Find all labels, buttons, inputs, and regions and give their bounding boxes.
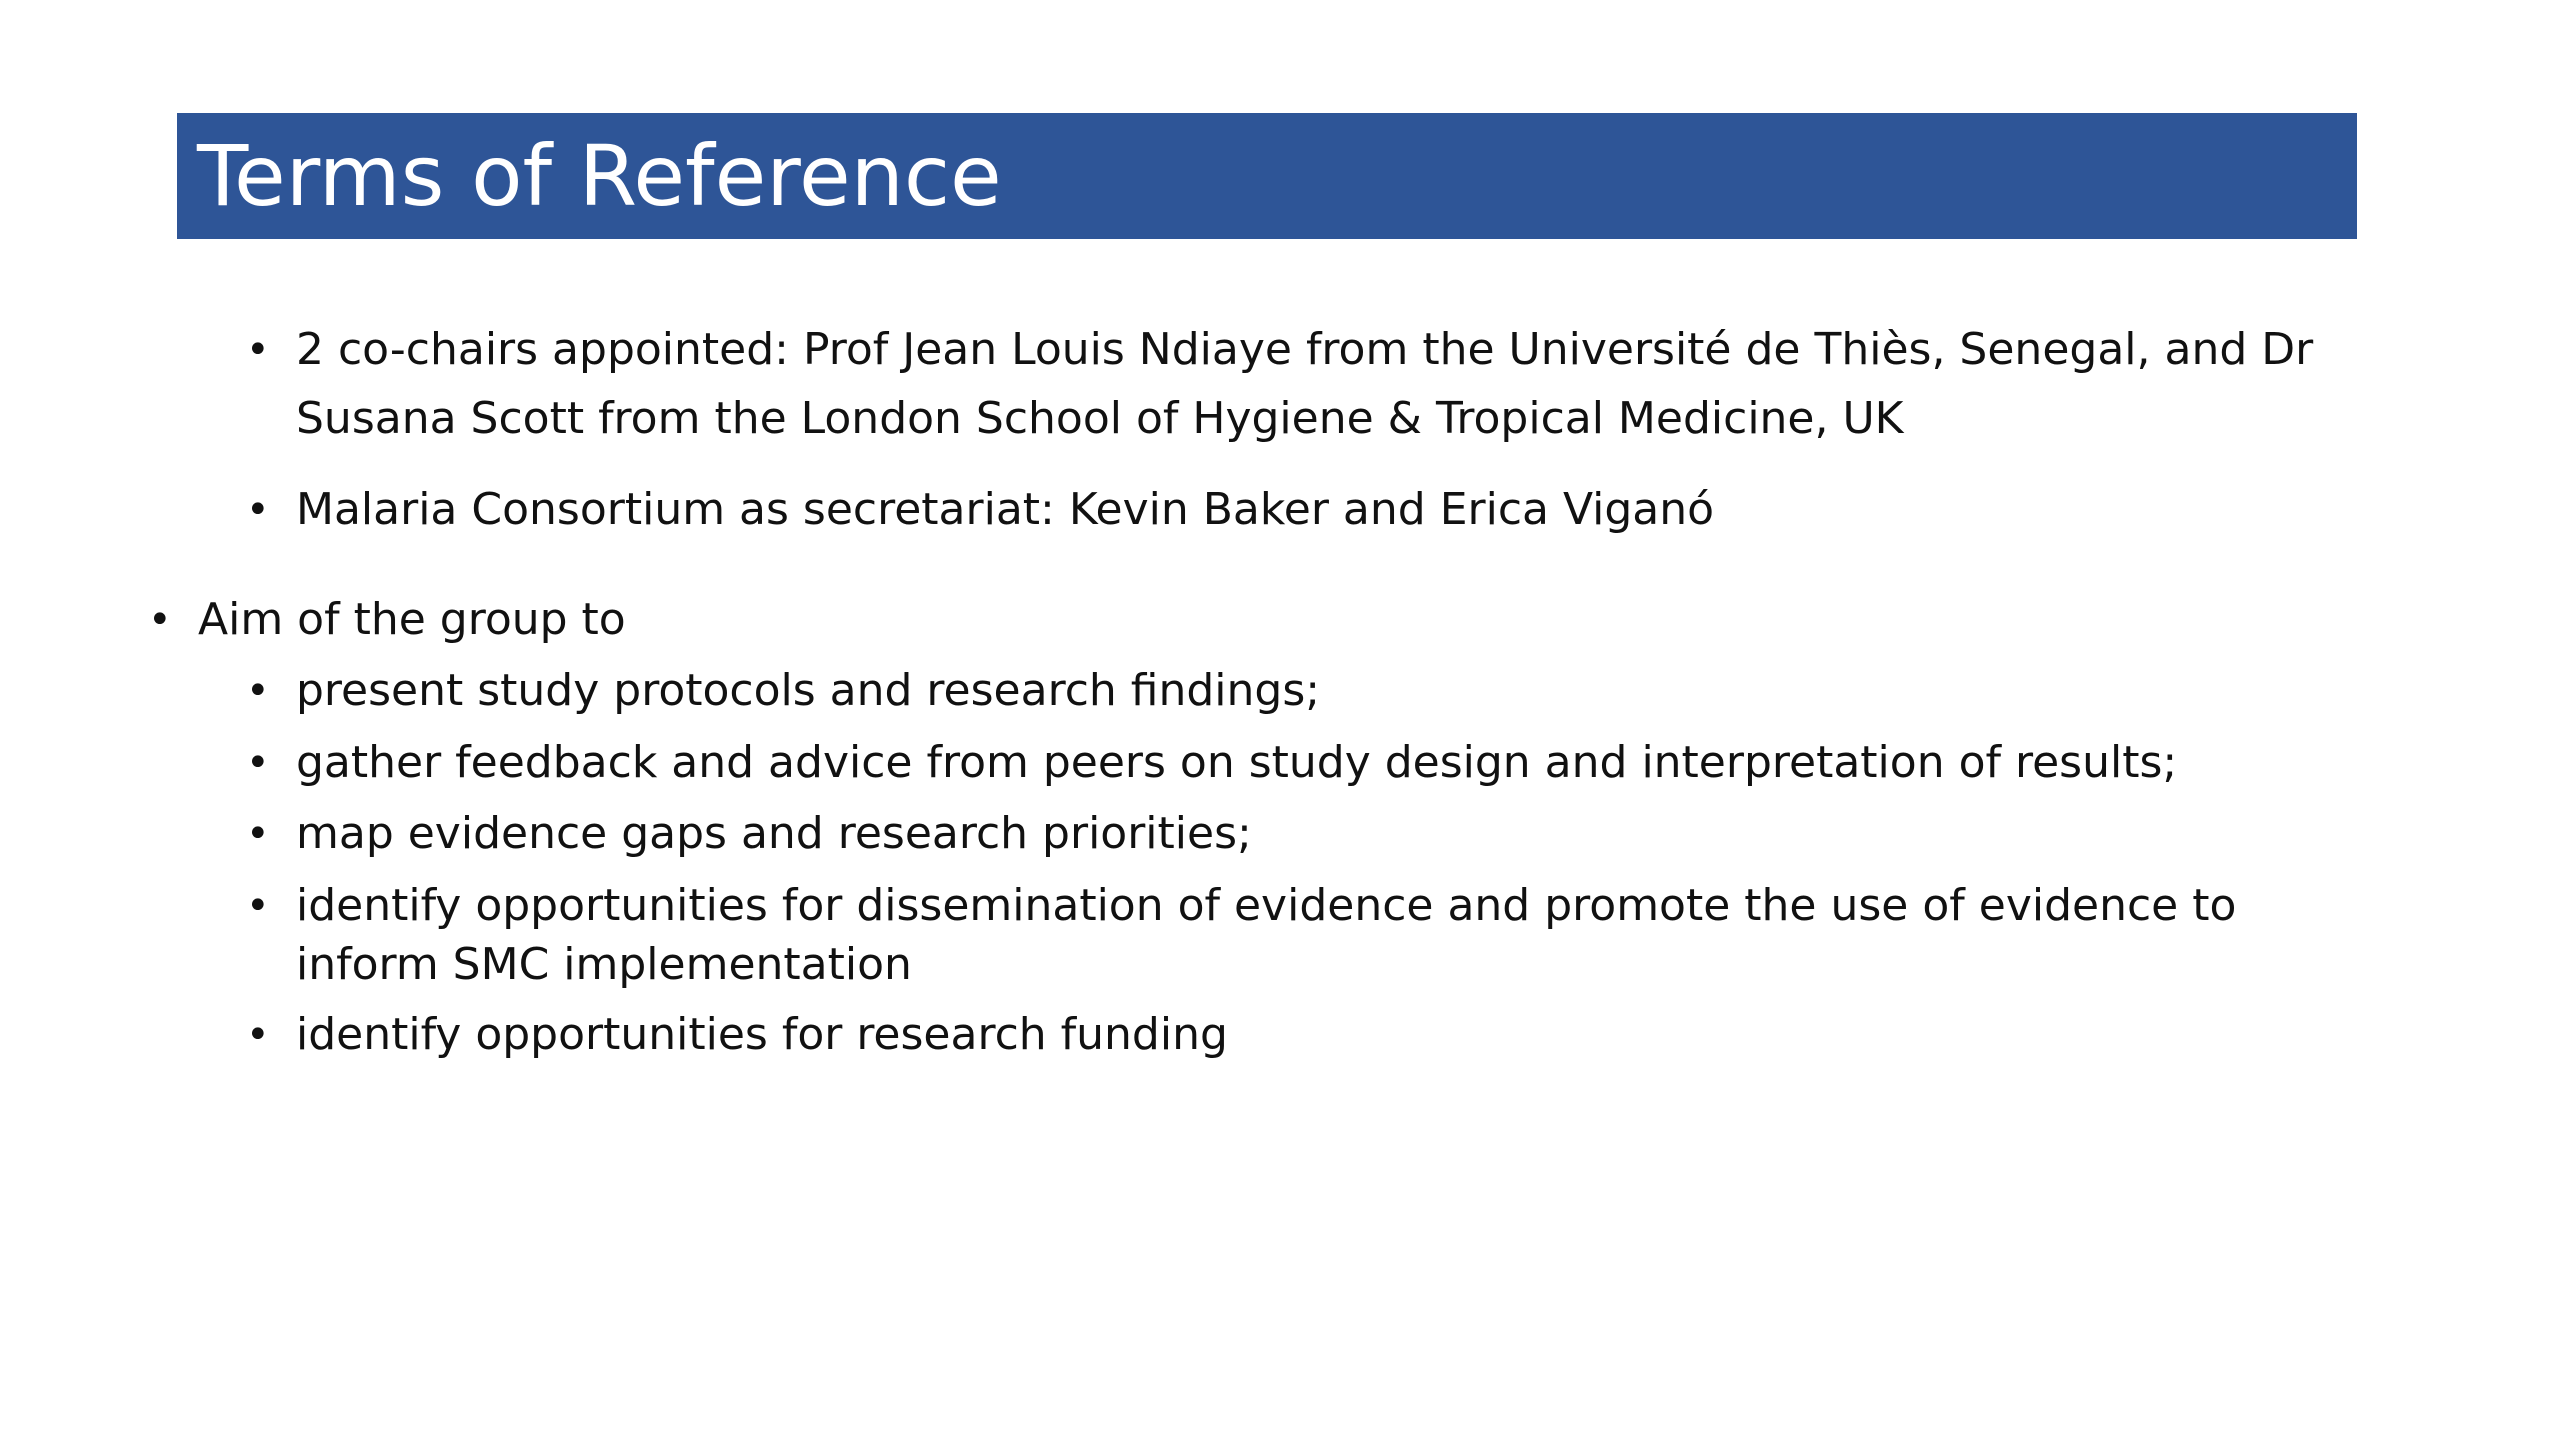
list-item-secretariat: [246, 475, 1715, 545]
list-item-cochairs: [246, 315, 2314, 385]
slide-title: Terms of Reference: [197, 127, 1002, 225]
aim-item-line: identify opportunities for dissemination of evidence and promote the use of evidence to: [296, 880, 2237, 931]
bullet-icon: •: [246, 811, 270, 857]
aim-item: [246, 656, 1321, 726]
bullet-icon: •: [246, 740, 270, 786]
bullet-icon: •: [246, 883, 270, 929]
bullet-icon: •: [246, 327, 270, 373]
title-bar: [177, 113, 2357, 239]
aim-item: [246, 1000, 1228, 1070]
bullet-icon: •: [246, 1012, 270, 1058]
bullet-icon: •: [246, 487, 270, 533]
aim-item: [246, 728, 2178, 798]
bullet-icon: •: [148, 597, 172, 643]
list-item-cochairs-cont: [296, 384, 1904, 454]
list-item-line: 2 co-chairs appointed: Prof Jean Louis Ndiaye from the Université de Thiès, Senegal, and Dr: [296, 324, 2314, 375]
bullet-icon: •: [246, 668, 270, 714]
aim-item-cont: [296, 930, 912, 1000]
aim-item: [246, 799, 1252, 869]
aim-item-line: gather feedback and advice from peers on study design and interpretation of results;: [296, 737, 2178, 788]
aim-item-line: map evidence gaps and research priorities;: [296, 808, 1252, 859]
aim-heading: [148, 585, 626, 655]
aim-heading-text: Aim of the group to: [198, 594, 626, 645]
list-item-line: Malaria Consortium as secretariat: Kevin Baker and Erica Viganó: [296, 484, 1715, 535]
aim-item-line: inform SMC implementation: [296, 939, 912, 990]
aim-item-line: identify opportunities for research funding: [296, 1009, 1228, 1060]
list-item-line: Susana Scott from the London School of Hygiene & Tropical Medicine, UK: [296, 393, 1904, 444]
aim-item-line: present study protocols and research findings;: [296, 665, 1321, 716]
